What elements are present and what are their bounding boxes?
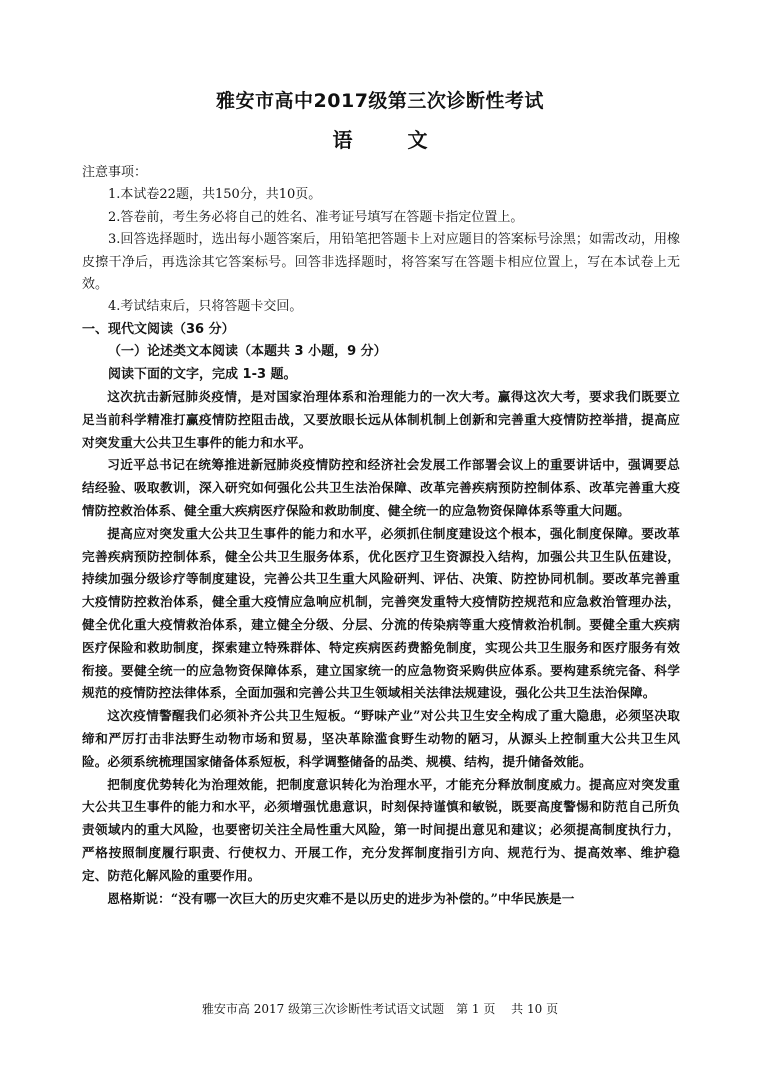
notes-heading: 注意事项： [82, 165, 148, 180]
passage-paragraph: 提高应对突发重大公共卫生事件的能力和水平，必须抓住制度建设这个根本，强化制度保障。要改革完善疾病预防控制体系，健全公共卫生服务体系，优化医疗卫生资源投入结构，加强公共卫生队伍建设，持续加强分级诊疗等制度建设，完善公共卫生重大风险研判、评估、决策、防控协同机制。要改革完善重大疫情防控救治体系，健全重大疫情应急响应机制，完善突发重特大疫情防控规范和应急救治管理办法，健全优化重大疫情救治体系，建立健全分级、分层、分流的传染病等重大疫情救治机制。要健全重大疾病医疗保险和救助制度，探索建立特殊群体、特定疾病医药费豁免制度，实现公共卫生服务和医疗服务有效衔接。要健全统一的应急物资保障体系，建立国家统一的应急物资采购供应体系。要构建系统完备、科学规范的疫情防控法律体系，全面加强和完善公共卫生领域相关法律法规建设，强化公共卫生法治保障。 [82, 525, 680, 701]
section-subheading: （一）论述类文本阅读（本题共 3 小题，9 分） [108, 344, 387, 360]
note-item: 3.回答选择题时，选出每小题答案后，用铅笔把答题卡上对应题目的答案标号涂黑；如需改动，用橡皮擦干净后，再选涂其它答案标号。回答非选择题时，将答案写在答题卡相应位置上，写在本试卷上无效。 [82, 232, 680, 293]
section-heading: 一、现代文阅读（36 分） [82, 321, 235, 337]
note-item: 1.本试卷22题，共150分，共10页。 [108, 187, 322, 203]
passage-paragraph: 恩格斯说：“没有哪一次巨大的历史灾难不是以历史的进步为补偿的。”中华民族是一 [107, 890, 575, 906]
subject-title: 语 文 [332, 128, 452, 152]
exam-title: 雅安市高中2017级第三次诊断性考试 [216, 90, 544, 112]
note-item: 2.答卷前，考生务必将自己的姓名、准考证号填写在答题卡指定位置上。 [108, 209, 524, 225]
passage-paragraph: 习近平总书记在统筹推进新冠肺炎疫情防控和经济社会发展工作部署会议上的重要讲话中，强调要总结经验、吸取教训，深入研究如何强化公共卫生法治保障、改革完善疾病预防控制体系、改革完善重大疫情防控救治体系、健全重大疾病医疗保险和救助制度、健全统一的应急物资保障体系等重大问题。 [82, 457, 680, 519]
page-footer: 雅安市高 2017 级第三次诊断性考试语文试题 第 1 页 共 10 页 [201, 1002, 559, 1016]
note-item: 4.考试结束后，只将答题卡交回。 [108, 299, 303, 315]
passage-paragraph: 这次抗击新冠肺炎疫情，是对国家治理体系和治理能力的一次大考。赢得这次大考，要求我们既要立足当前科学精准打赢疫情防控阻击战，又要放眼长远从体制机制上创新和完善重大疫情防控举措，提高应对突发重大公共卫生事件的能力和水平。 [82, 389, 680, 450]
passage-paragraph: 把制度优势转化为治理效能，把制度意识转化为治理水平，才能充分释放制度威力。提高应对突发重大公共卫生事件的能力和水平，必须增强忧患意识，时刻保持谨慎和敏锐，既要高度警惕和防范自己所负责领域内的重大风险，也要密切关注全局性重大风险，第一时间提出意见和建议；必须提高制度执行力，严格按照制度履行职责、行使权力、开展工作，充分发挥制度指引方向、规范行为、提高效率、维护稳定、防范化解风险的重要作用。 [82, 776, 680, 883]
passage-paragraph: 这次疫情警醒我们必须补齐公共卫生短板。“野味产业”对公共卫生安全构成了重大隐患，必须坚决取缔和严厉打击非法野生动物市场和贸易，坚决革除滥食野生动物的陋习，从源头上控制重大公共卫生风险。必须系统梳理国家储备体系短板，科学调整储备的品类、规模、结构，提升储备效能。 [82, 708, 680, 769]
exam-content [82, 162, 680, 910]
reading-instruction: 阅读下面的文字，完成 1-3 题。 [108, 366, 297, 382]
reading-passage [82, 386, 680, 910]
